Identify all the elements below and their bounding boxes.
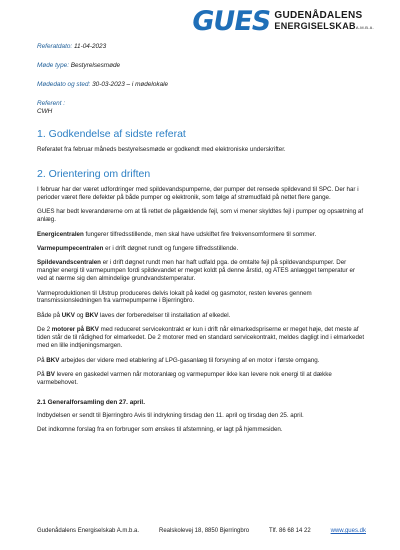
section-2-1-paragraph-1: Indbydelsen er sendt til Bjerringbro Avis til indrykning tirsdag den 11. april og tirsdag den 25. april.	[37, 411, 304, 419]
footer-address: Realskolevej 18, 8850 Bjerringbro	[159, 528, 250, 534]
company-logo	[189, 6, 374, 37]
section-2-paragraph-10	[37, 371, 366, 387]
motorer-label: motorer på BKV	[51, 326, 99, 334]
bkv-label: BKV	[85, 311, 99, 319]
logo-subtitle	[274, 11, 374, 33]
modetype-value: Bestyrelsesmøde	[70, 62, 121, 69]
document-body	[37, 43, 366, 441]
logo-wordmark: GUES	[189, 6, 274, 37]
modedato-value: 30-03-2023 – i mødelokale	[92, 81, 169, 88]
p10-pre: På	[37, 370, 47, 378]
p9-bkv-label: BKV	[46, 356, 60, 364]
spildevandscentralen-text: er i drift døgnet rundt men har haft udfald pga. de omtalte fejl på spildevandspumper. Der mangler energi til varmepumpen fordi spildevandet er meget koldt på denne årstid, og ATES anlægget temperatur er ved at nærme sig den almindelige grundvandstemperatur.	[37, 259, 356, 283]
section-2-paragraph-6: Varmeproduktionen til Ulstrup produceres delvis lokalt på kedel og gasmotor, resten leveres gennem transmissionsledningen fra varmepumperne i Bjerringbro.	[37, 289, 312, 305]
referent-label: Referent :	[37, 100, 66, 107]
section-2-paragraph-2: GUES har bedt leverandørerne om at få rettet de pågældende fejl, som vi mener skyldtes fejl i pumper og opsætning af anlæg.	[37, 208, 364, 224]
logo-line-2-suffix: A.M.B.A.	[355, 24, 374, 30]
p7-mid: og	[74, 311, 86, 319]
section-1-paragraph: Referatet fra februar måneds bestyrelsesmøde er godkendt med elektroniske underskrifter.	[37, 146, 286, 153]
p8-pre: De 2	[37, 326, 52, 334]
section-2-paragraph-4	[37, 245, 366, 253]
energicentralen-text: fungerer tilfredsstillende, men skal have udskiftet fire frekvensomformere til sommer.	[83, 230, 317, 238]
section-2-paragraph-1: I februar har der været udfordringer med spildevandspumperne, der pumper det rensede spildevand til SPC. Der har i perioder været flere defekter på både pumper og elektronik, som følge af strømudfald på nettet flere gange.	[37, 185, 359, 201]
p8-rest: med reduceret servicekontrakt er kun i drift når elmarkedspriserne er meget høje, det meste af tiden står de til rådighed for elmarkedet. De 2 motorer med en standard servicekontrakt, meldes dagligt ind i elmarkedet med en lille indtjeningsmargen.	[37, 326, 365, 350]
footer-website-link[interactable]: www.gues.dk	[330, 528, 366, 534]
p7-pre: Både på	[37, 311, 62, 319]
p7-rest: laves der forberedelser til installation af elkedel.	[98, 311, 231, 319]
modedato-label: Mødedato og sted:	[37, 81, 91, 88]
logo-line-2	[274, 21, 374, 33]
p9-rest: arbejdes der videre med etablering af LPG-gasanlæg til forsyning af en motor i første omgang.	[59, 356, 320, 364]
meta-referatdato	[37, 43, 366, 51]
p10-rest: levere en gaskedel varmen når motoranlæg og varmepumper ikke kan levere nok energi til at dække varmebehovet.	[37, 370, 332, 386]
footer-phone: Tlf. 86 68 14 22	[268, 528, 311, 534]
section-2-heading: 2. Orientering om driften	[37, 167, 151, 180]
p9-pre: På	[37, 356, 47, 364]
energicentralen-label: Energicentralen	[37, 230, 84, 238]
meta-modetype	[37, 62, 366, 70]
logo-line-1: GUDENÅDALENS	[274, 9, 363, 21]
page-footer	[37, 527, 366, 535]
referent-value: CWH	[37, 108, 53, 115]
varmepumpecentralen-label: Varmepumpecentralen	[37, 244, 104, 252]
section-2-paragraph-7	[37, 312, 366, 320]
spildevandscentralen-label: Spildevandscentralen	[37, 259, 101, 267]
varmepumpecentralen-text: er i drift døgnet rundt og fungere tilfredsstillende.	[103, 244, 239, 252]
section-2-1-heading: 2.1 Generalforsamling den 27. april.	[37, 398, 145, 406]
section-2-paragraph-9	[37, 357, 366, 365]
modetype-label: Møde type:	[37, 62, 69, 69]
bv-label: BV	[46, 370, 55, 378]
section-2-paragraph-5	[37, 259, 366, 283]
logo-line-2-text: ENERGISELSKAB	[274, 20, 356, 31]
section-2-paragraph-3	[37, 231, 366, 239]
referatdato-value: 11-04-2023	[73, 43, 107, 50]
footer-company: Gudenådalens Energiselskab A.m.b.a.	[37, 528, 140, 534]
meta-modedato	[37, 81, 366, 89]
section-2-1-paragraph-2: Det indkomne forslag fra en forbruger som ønskes til afstemning, er lagt på hjemmesiden.	[37, 426, 283, 434]
referatdato-label: Referatdato:	[37, 43, 73, 50]
section-2-paragraph-8	[37, 326, 366, 350]
ukv-label: UKV	[61, 311, 75, 319]
meta-referent	[37, 100, 366, 116]
section-1-heading: 1. Godkendelse af sidste referat	[37, 128, 186, 140]
